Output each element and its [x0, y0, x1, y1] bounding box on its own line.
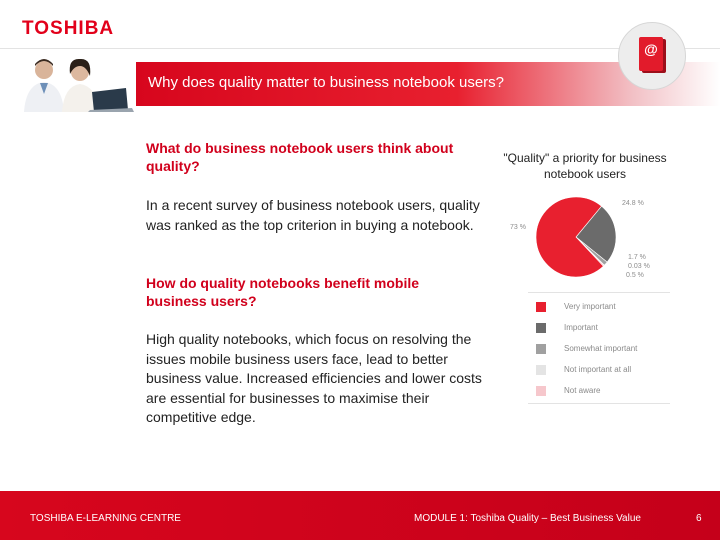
at-glyph: @	[644, 41, 658, 57]
legend-label: Somewhat important	[564, 344, 638, 353]
pie-label-important: 24.8 %	[622, 200, 644, 207]
chart-title: "Quality" a priority for business notebook users	[503, 151, 667, 181]
pie-label-not-aware: 0.5 %	[626, 272, 644, 279]
pie-label-very-important: 73 %	[510, 224, 526, 231]
pie-label-somewhat-important: 1.7 %	[628, 254, 646, 261]
legend-label: Important	[564, 323, 598, 332]
legend-label: Very important	[564, 302, 616, 311]
emblem	[618, 22, 686, 90]
legend-label: Not aware	[564, 386, 601, 395]
footer-left-text: TOSHIBA E-LEARNING CENTRE	[30, 513, 181, 524]
business-people-photo	[6, 52, 138, 112]
pie-label-not-important: 0.03 %	[628, 263, 650, 270]
footer-module-text: MODULE 1: Toshiba Quality – Best Business Value	[414, 513, 641, 524]
at-book-icon	[639, 37, 663, 71]
heading-quality-benefits: How do quality notebooks benefit mobile business users?	[146, 275, 420, 309]
header-divider	[0, 48, 720, 49]
legend-swatch	[536, 302, 546, 312]
pie-chart	[528, 192, 628, 282]
legend-swatch	[536, 323, 546, 333]
legend-swatch	[536, 365, 546, 375]
heading-quality-perception: What do business notebook users think about quality?	[146, 140, 454, 174]
legend-swatch	[536, 386, 546, 396]
paragraph-survey: In a recent survey of business notebook users, quality was ranked as the top criterion in buying a notebook.	[146, 197, 480, 233]
legend-swatch	[536, 344, 546, 354]
paragraph-benefits: High quality notebooks, which focus on resolving the issues mobile business users face, lead to better business value. Increased efficiencies and lower costs are essential for businesses to maximise their competitive edge.	[146, 331, 482, 425]
chart-legend	[528, 292, 670, 404]
page-number: 6	[696, 513, 702, 524]
footer-bar	[0, 491, 720, 540]
legend-label: Not important at all	[564, 365, 632, 374]
toshiba-logo: TOSHIBA	[22, 18, 115, 39]
page-title: Why does quality matter to business notebook users?	[148, 74, 505, 91]
